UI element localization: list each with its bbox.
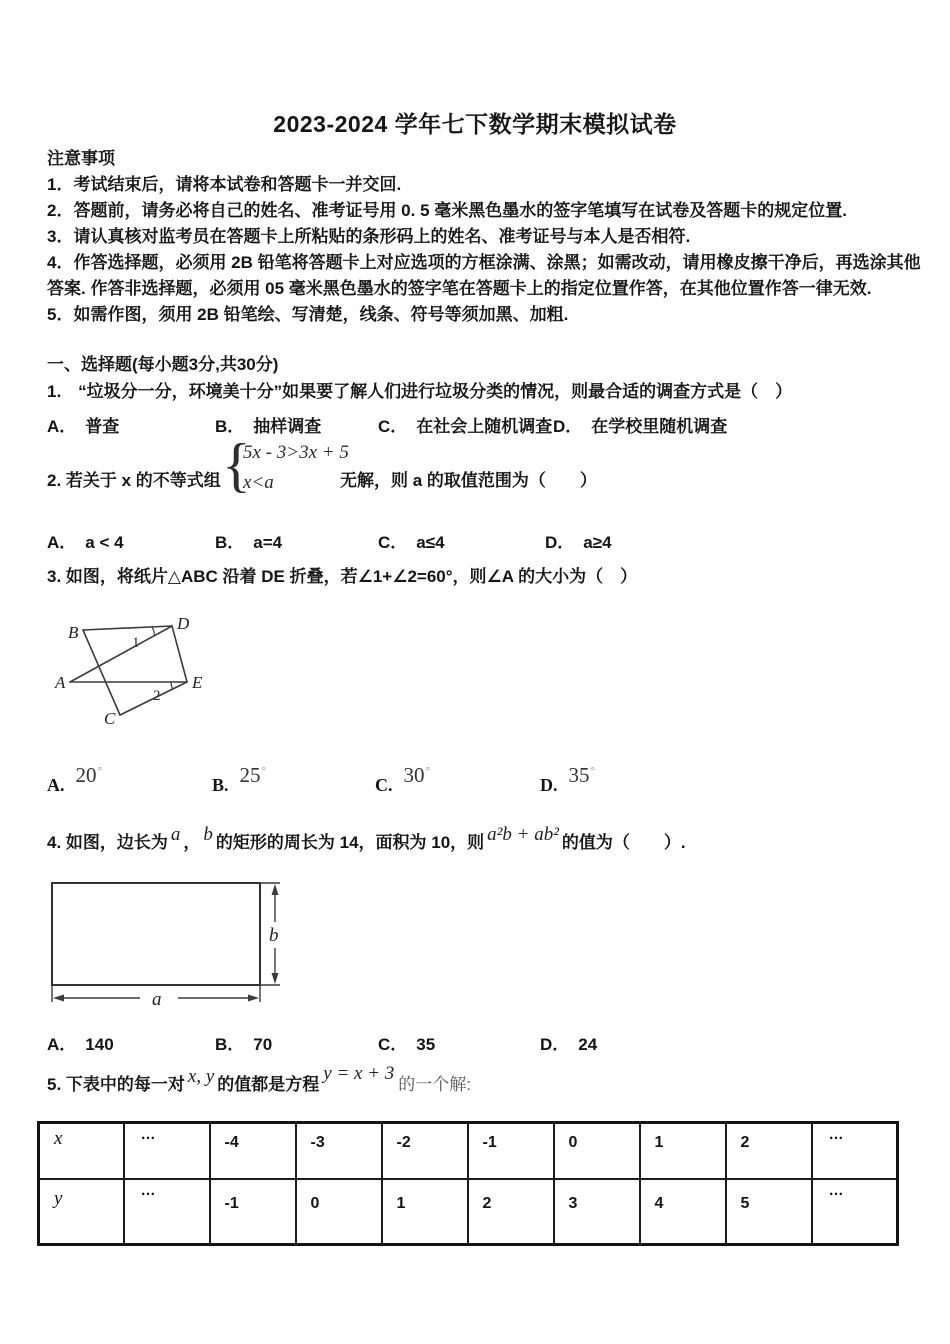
q4-pre: 4. 如图，边长为 <box>47 833 168 852</box>
vertex-label-A: A <box>55 673 66 692</box>
option-label: B． <box>215 417 245 436</box>
angle-2-arc <box>171 682 173 689</box>
option-label: D． <box>553 417 583 436</box>
x-value-cell: 2 <box>726 1123 812 1180</box>
option-text: a < 4 <box>85 533 124 552</box>
width-dimension-label: a <box>152 989 162 1010</box>
q3-option-c <box>375 763 430 797</box>
vertex-label-C: C <box>104 709 116 728</box>
option-value: 24 <box>578 1035 598 1054</box>
degree-symbol: ° <box>425 765 430 777</box>
question-5-text <box>47 1063 927 1096</box>
q2-option-a <box>47 528 124 553</box>
inequality-bottom: x<a <box>243 472 274 493</box>
q3-option-a <box>47 763 102 797</box>
q2-option-c <box>378 528 445 553</box>
ellipsis-cell: … <box>812 1123 898 1180</box>
rectangle-outline <box>52 883 260 985</box>
option-value: 35 <box>416 1035 436 1054</box>
notice-item-5: 5．如需作图，须用 2B 铅笔绘、写清楚，线条、符号等须加黑、加粗. <box>47 305 569 324</box>
q1-option-d <box>553 412 727 437</box>
x-value-cell: -4 <box>210 1123 296 1180</box>
section-heading: 一、选择题(每小题3分,共30分) <box>47 355 279 374</box>
y-value-cell: 3 <box>554 1179 640 1245</box>
q4-option-a <box>47 1030 114 1055</box>
x-value-cell: -1 <box>468 1123 554 1180</box>
row-label-x: x <box>39 1123 124 1180</box>
arrowhead-up <box>272 884 279 895</box>
option-value: 25° <box>239 763 266 787</box>
q1-option-a <box>47 412 119 437</box>
degree-symbol: ° <box>590 765 595 777</box>
ellipsis-cell: … <box>812 1179 898 1245</box>
vertex-label-E: E <box>192 673 203 692</box>
x-value-cell: 1 <box>640 1123 726 1180</box>
q4-option-d <box>540 1030 597 1055</box>
option-label: C. <box>375 775 393 795</box>
degree-symbol: ° <box>97 765 102 777</box>
option-value: 30° <box>403 763 430 787</box>
option-label: D． <box>540 1035 570 1054</box>
row-label-y: y <box>39 1179 124 1245</box>
option-label: C． <box>378 417 408 436</box>
question-2-suffix: 无解，则 a 的取值范围为（ ） <box>340 471 597 490</box>
question-3-text: 3. 如图，将纸片△ABC 沿着 DE 折叠，若∠1+∠2=60°，则∠A 的大小为（ ） <box>47 567 638 586</box>
segment-BD <box>83 626 172 630</box>
inequality-top: 5x - 3>3x + 5 <box>243 442 349 463</box>
notice-item-4: 4．作答选择题，必须用 2B 铅笔将答题卡上对应选项的方框涂满、涂黑；如需改动，请用橡皮擦干净后，再选涂其他答案. 作答非选择题，必须用 05 毫米黑色墨水的签字笔在答题卡上的指定位置作答，在其他位置作答一律无效. <box>47 253 921 298</box>
option-text: 抽样调查 <box>253 417 322 436</box>
option-text: 在学校里随机调查 <box>591 417 728 436</box>
brace-left: { <box>222 432 251 498</box>
option-label: B． <box>215 1035 245 1054</box>
option-label: A． <box>47 1035 77 1054</box>
option-label: A. <box>47 775 65 795</box>
option-value: 35° <box>568 763 595 787</box>
q4-option-b <box>215 1030 272 1055</box>
x-value-cell: -3 <box>296 1123 382 1180</box>
q5-variables: x, y <box>187 1066 215 1087</box>
height-dimension-label: b <box>269 925 279 946</box>
arrowhead-left <box>53 995 64 1002</box>
var-b: b <box>203 824 213 845</box>
option-label: A． <box>47 533 77 552</box>
arrowhead-right <box>248 995 259 1002</box>
option-label: D. <box>540 775 558 795</box>
ellipsis-cell: … <box>124 1123 210 1180</box>
y-value-cell: 0 <box>296 1179 382 1245</box>
table-row-x <box>39 1123 898 1180</box>
option-text: a≥4 <box>583 533 612 552</box>
angle-1-label: 1 <box>132 635 140 651</box>
option-text: a≤4 <box>416 533 445 552</box>
notice-item-3: 3．请认真核对监考员在答题卡上所粘贴的条形码上的姓名、准考证号与本人是否相符. <box>47 227 691 246</box>
rectangle-figure <box>40 872 305 1017</box>
q5-equation: y = x + 3 <box>323 1063 395 1084</box>
q4-expression: a²b + ab² <box>487 824 559 845</box>
exam-title: 2023-2024 学年七下数学期末模拟试卷 <box>273 111 677 137</box>
q3-option-b <box>212 763 266 797</box>
folded-triangle-figure <box>40 598 245 743</box>
question-2-prefix: 2. 若关于 x 的不等式组 <box>47 471 221 490</box>
notice-item-1: 1．考试结束后，请将本试卷和答题卡一并交回. <box>47 175 402 194</box>
option-value: 140 <box>85 1035 114 1054</box>
q1-option-c <box>378 412 552 437</box>
x-value-cell: 0 <box>554 1123 640 1180</box>
option-label: C． <box>378 533 408 552</box>
y-value-cell: 1 <box>382 1179 468 1245</box>
arrowhead-down <box>272 973 279 984</box>
option-text: 在社会上随机调查 <box>416 417 553 436</box>
option-label: A． <box>47 417 77 436</box>
option-text: 普查 <box>85 417 120 436</box>
var-a: a <box>170 824 181 845</box>
q4-comma: ， <box>183 833 201 852</box>
q4-option-c <box>378 1030 435 1055</box>
notice-heading: 注意事项 <box>47 149 115 168</box>
vertex-label-D: D <box>177 614 190 633</box>
angle-1-arc <box>152 627 155 636</box>
q5-suffix: 的一个解: <box>398 1075 472 1094</box>
y-value-cell: 4 <box>640 1179 726 1245</box>
solution-table <box>37 1121 899 1246</box>
option-label: B. <box>212 775 229 795</box>
option-value: 70 <box>253 1035 273 1054</box>
q5-pre: 5. 下表中的每一对 <box>47 1075 185 1094</box>
notice-item-2: 2．答题前，请务必将自己的姓名、准考证号用 0. 5 毫米黑色墨水的签字笔填写在试卷及答题卡的规定位置. <box>47 201 847 220</box>
question-1-text: 1. “垃圾分一分，环境美十分”如果要了解人们进行垃圾分类的情况，则最合适的调查方式是（ ） <box>47 382 793 401</box>
option-text: a=4 <box>253 533 283 552</box>
segment-DE <box>172 626 187 682</box>
angle-2-label: 2 <box>153 688 161 704</box>
question-4-text <box>47 824 927 854</box>
option-label: D． <box>545 533 575 552</box>
y-value-cell: 5 <box>726 1179 812 1245</box>
vertex-label-B: B <box>68 623 79 642</box>
q3-option-d <box>540 763 595 797</box>
q5-mid: 的值都是方程 <box>217 1075 320 1094</box>
y-value-cell: 2 <box>468 1179 554 1245</box>
q2-option-d <box>545 528 612 553</box>
degree-symbol: ° <box>261 765 266 777</box>
q4-mid: 的矩形的周长为 14，面积为 10，则 <box>215 833 485 852</box>
option-value: 20° <box>75 763 102 787</box>
ellipsis-cell: … <box>124 1179 210 1245</box>
y-value-cell: -1 <box>210 1179 296 1245</box>
option-label: C． <box>378 1035 408 1054</box>
q4-suffix: 的值为（ ）. <box>561 833 686 852</box>
table-row-y <box>39 1179 898 1245</box>
option-label: B． <box>215 533 245 552</box>
q2-option-b <box>215 528 282 553</box>
x-value-cell: -2 <box>382 1123 468 1180</box>
